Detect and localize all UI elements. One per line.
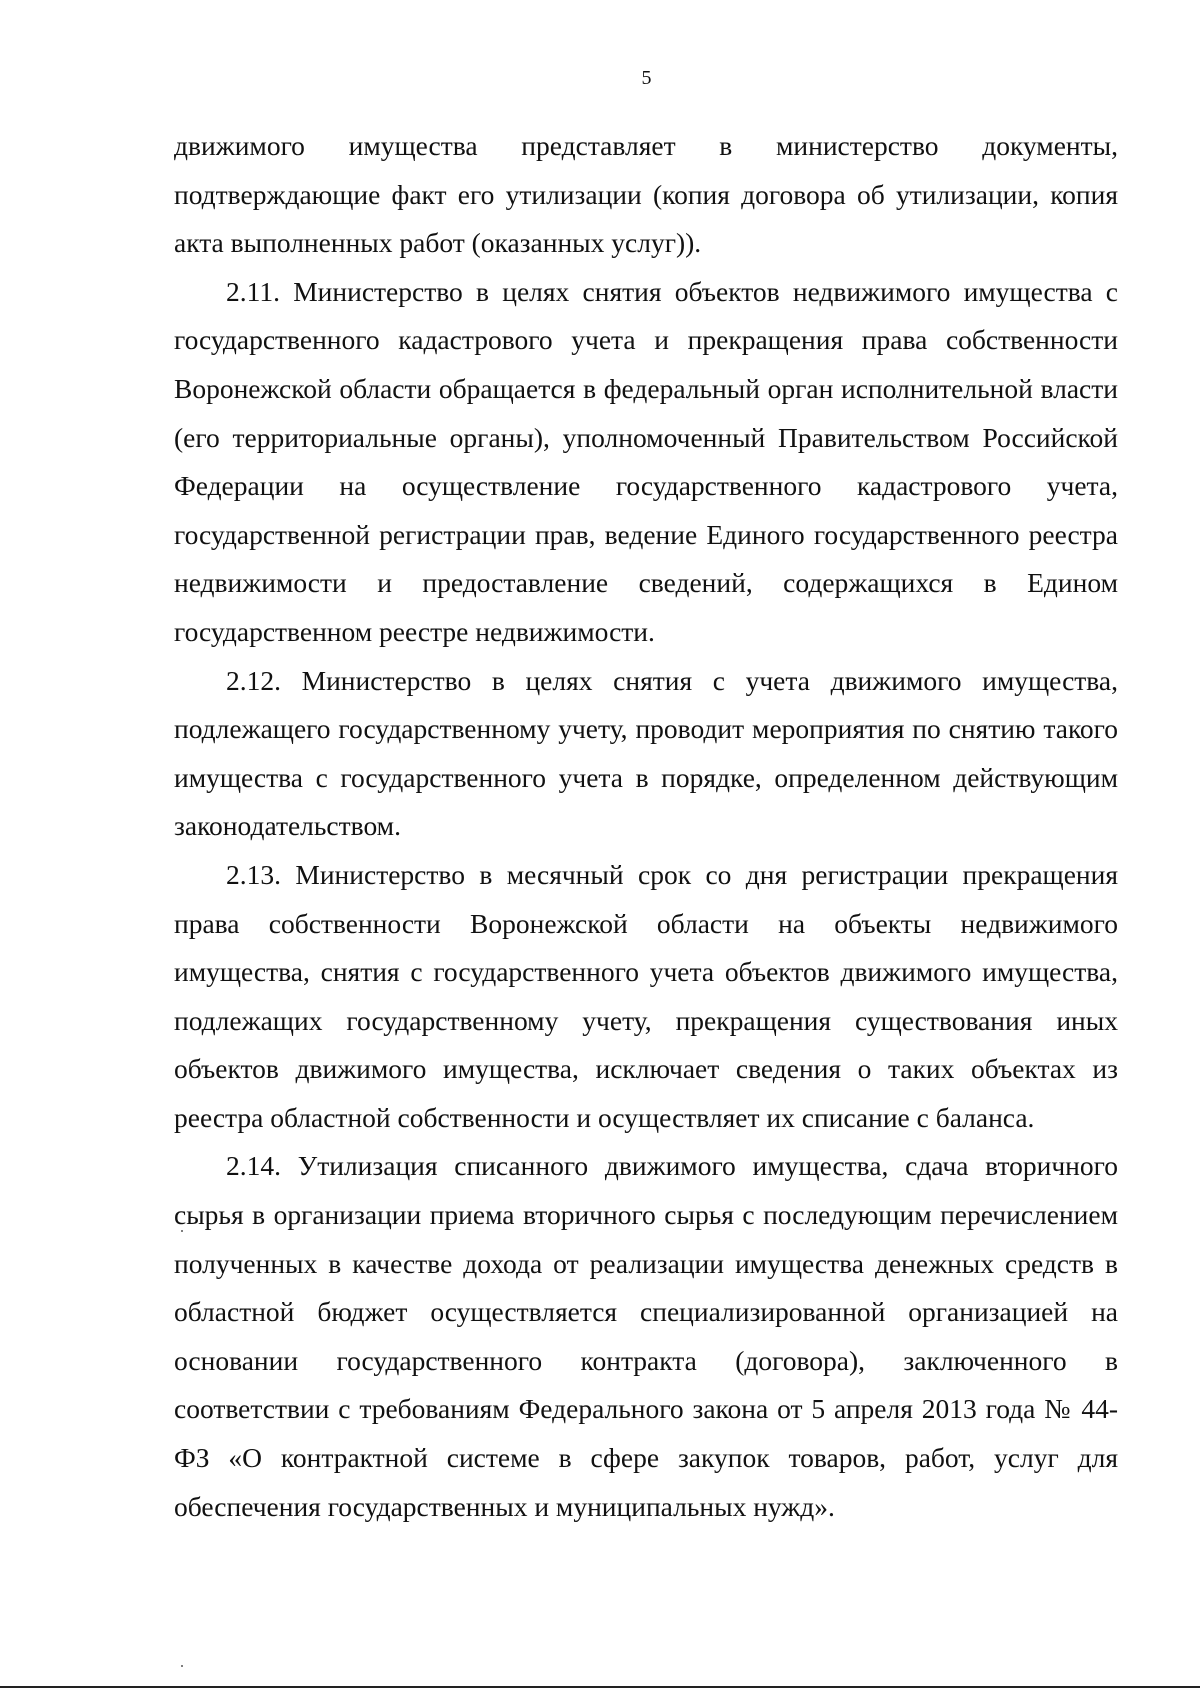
paragraph-2-12: 2.12. Министерство в целях снятия с учета движимого имущества, подлежащего государственному учету, проводит мероприятия по снятию такого имущества с государственного учета в порядке, определенном действующим законодательством.: [174, 664, 1118, 842]
paragraph-2-14: 2.14. Утилизация списанного движимого имущества, сдача вторичного сырья в организации приема вторичного сырья с последующим перечислением полученных в качестве дохода от реализации имущества денежных средств в областной бюджет осуществляется специализированной организацией на основании государственного контракта (договора), заключенного в соответствии с требованиям Федерального закона от 5 апреля 2013 года № 44-ФЗ «О контрактной системе в сфере закупок товаров, работ, услуг для обеспечения государственных и муниципальных нужд».: [174, 1150, 1118, 1522]
scan-speck: [181, 1230, 183, 1232]
page-number: 5: [641, 67, 652, 89]
scan-speck: [181, 1665, 183, 1667]
paragraph-2-11: 2.11. Министерство в целях снятия объектов недвижимого имущества с государственного кадастрового учета и прекращения права собственности Воронежской области обращается в федеральный орган исполнительной власти (его территориальные органы), уполномоченный Правительством Российской Федерации на осуществление государственного кадастрового учета, государственной регистрации прав, ведение Единого государственного реестра недвижимости и предоставление сведений, содержащихся в Едином государственном реестре недвижимости.: [174, 275, 1118, 647]
paragraph-2-13: 2.13. Министерство в месячный срок со дня регистрации прекращения права собственности Воронежской области на объекты недвижимого имущества, снятия с государственного учета объектов движимого имущества, подлежащих государственному учету, прекращения существования иных объектов движимого имущества, исключает сведения о таких объектах из реестра областной собственности и осуществляет их списание с баланса.: [174, 858, 1118, 1133]
document-body: [174, 122, 1118, 1531]
paragraph-continuation: движимого имущества представляет в министерство документы, подтверждающие факт его утилизации (копия договора об утилизации, копия акта выполненных работ (оказанных услуг)).: [174, 130, 1118, 259]
page-bottom-rule: [0, 1686, 1200, 1688]
